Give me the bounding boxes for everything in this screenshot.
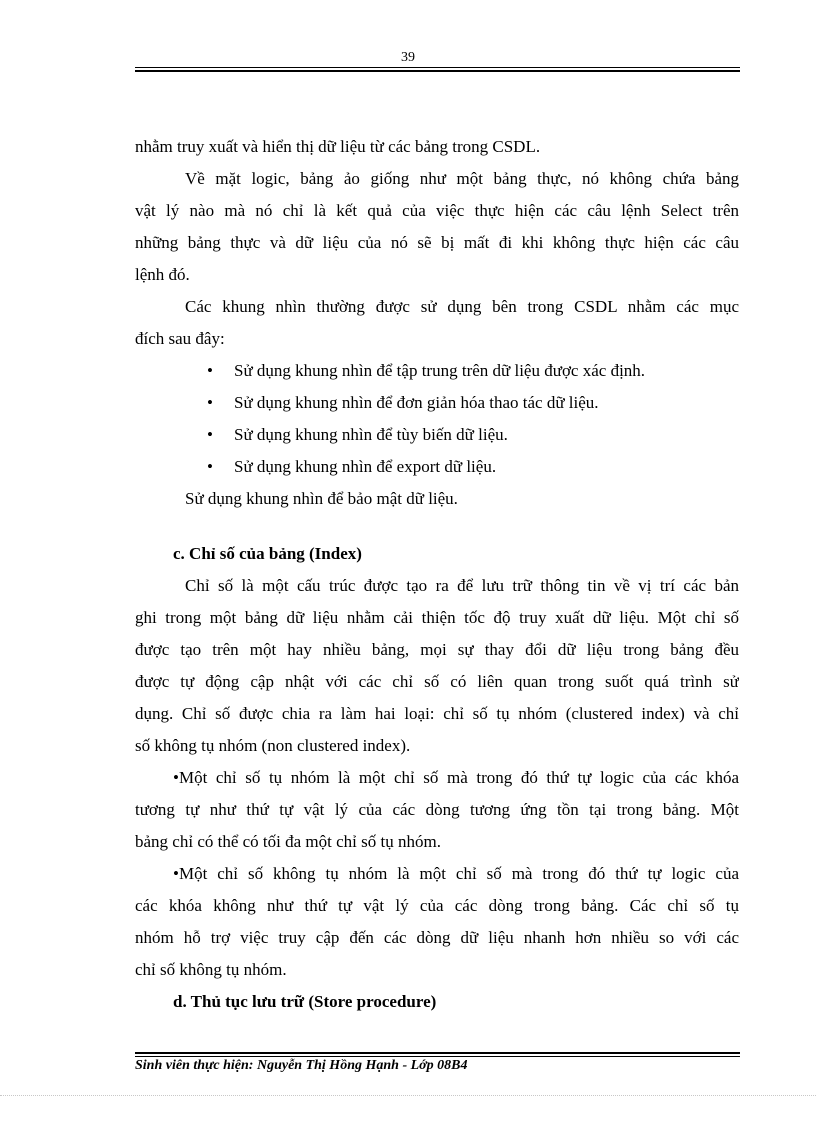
bullet-icon: • — [207, 361, 213, 380]
page-number: 39 — [401, 50, 415, 65]
page-edge-divider — [0, 1095, 816, 1096]
list-item-text: Sử dụng khung nhìn để tập trung trên dữ liệu được xác định. — [234, 361, 646, 380]
text-line: Chỉ số là một cấu trúc được tạo ra để lưu trữ thông tin về vị trí các bản — [185, 576, 739, 595]
text-line: Sử dụng khung nhìn để bảo mật dữ liệu. — [185, 489, 458, 508]
text-line: đích sau đây: — [135, 329, 225, 348]
text-line: Về mặt logic, bảng ảo giống như một bảng thực, nó không chứa bảng — [185, 169, 739, 188]
text-line: vật lý nào mà nó chỉ là kết quả của việc thực hiện các câu lệnh Select trên — [135, 201, 739, 220]
footer-rule — [135, 1052, 740, 1057]
text-line: lệnh đó. — [135, 265, 190, 284]
text-line: những bảng thực và dữ liệu của nó sẽ bị mất đi khi không thực hiện các câu — [135, 233, 739, 252]
text-line: tương tự như thứ tự vật lý của các dòng tương ứng tồn tại trong bảng. Một — [135, 800, 739, 819]
text-line: bảng chỉ có thể có tối đa một chỉ số tụ nhóm. — [135, 832, 441, 851]
list-item-text: Sử dụng khung nhìn để tùy biến dữ liệu. — [234, 425, 508, 444]
list-item-text: Sử dụng khung nhìn để export dữ liệu. — [234, 457, 497, 476]
text-line: được tự động cập nhật với các chỉ số có liên quan trong suốt quá trình sử — [135, 672, 739, 691]
bullet-icon: • — [207, 393, 213, 412]
text-line: được tạo trên một hay nhiều bảng, mọi sự thay đổi dữ liệu trong bảng đều — [135, 640, 739, 659]
list-item-text: Một chỉ số tụ nhóm là một chỉ số mà trong đó thứ tự logic của các khóa — [178, 768, 739, 787]
list-item — [135, 858, 739, 890]
list-item — [135, 419, 739, 451]
section-heading-d: d. Thủ tục lưu trữ (Store procedure) — [173, 992, 437, 1011]
text-line: nhằm truy xuất và hiển thị dữ liệu từ các bảng trong CSDL. — [135, 137, 541, 156]
list-item — [135, 451, 739, 483]
list-item — [135, 355, 739, 387]
bullet-icon: • — [173, 864, 179, 883]
bullet-icon: • — [173, 768, 179, 787]
list-item-text: Một chỉ số không tụ nhóm là một chỉ số mà trong đó thứ tự logic của — [178, 864, 739, 883]
text-line: nhóm hỗ trợ việc truy cập đến các dòng dữ liệu nhanh hơn nhiều so với các — [135, 928, 739, 947]
list-item-text: Sử dụng khung nhìn để đơn giản hóa thao tác dữ liệu. — [234, 393, 599, 412]
footer-text: Sinh viên thực hiện: Nguyễn Thị Hồng Hạnh - Lớp 08B4 — [135, 1058, 468, 1073]
text-line: ghi trong một bảng dữ liệu nhằm cải thiện tốc độ truy xuất dữ liệu. Một chỉ số — [135, 608, 739, 627]
text-line: số không tụ nhóm (non clustered index). — [135, 736, 411, 755]
section-heading-c: c. Chỉ số của bảng (Index) — [173, 544, 362, 563]
text-line: các khóa không như thứ tự vật lý của các dòng trong bảng. Các chỉ số tụ — [135, 896, 739, 915]
list-item — [135, 762, 739, 794]
list-item — [135, 387, 739, 419]
text-line: Các khung nhìn thường được sử dụng bên trong CSDL nhằm các mục — [185, 297, 739, 316]
text-line: chỉ số không tụ nhóm. — [135, 960, 287, 979]
header-rule — [135, 67, 740, 72]
bullet-icon: • — [207, 457, 213, 476]
bullet-icon: • — [207, 425, 213, 444]
page-body — [135, 131, 739, 1018]
text-line: dụng. Chỉ số được chia ra làm hai loại: chỉ số tụ nhóm (clustered index) và chỉ — [135, 704, 739, 723]
